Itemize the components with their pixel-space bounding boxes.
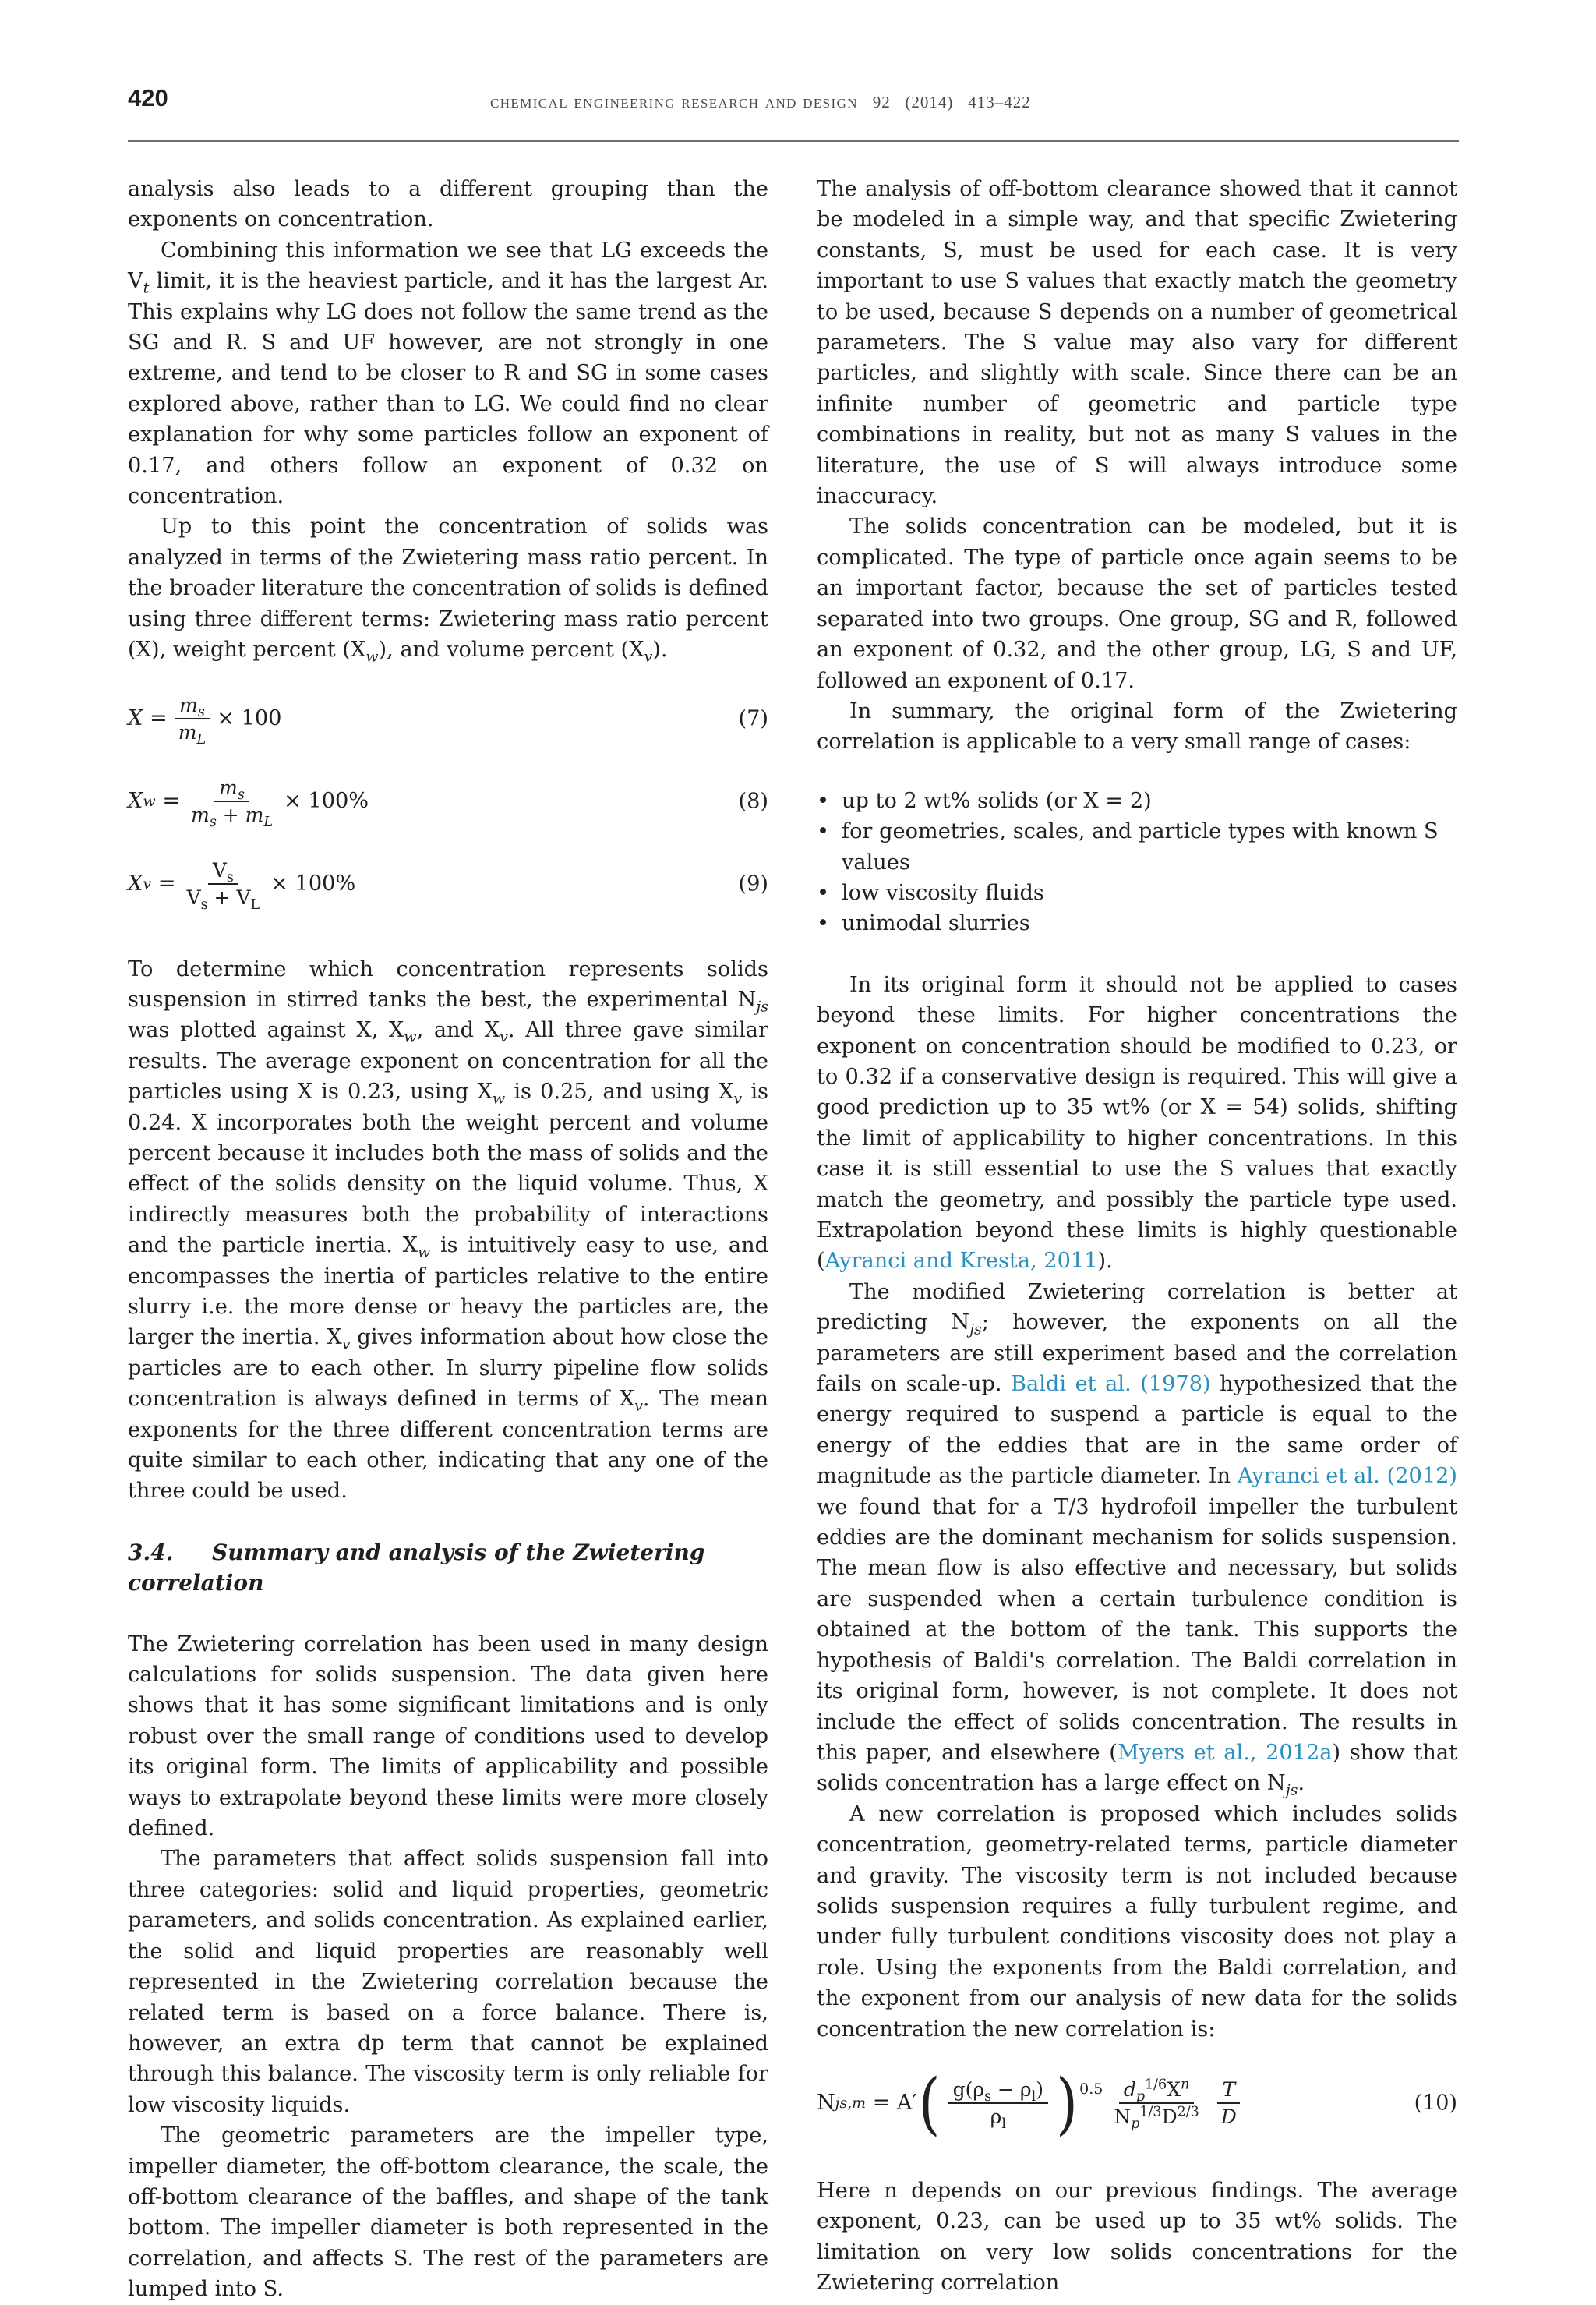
equation-number: (10): [1414, 2091, 1457, 2116]
paragraph: A new correlation is proposed which includes solids concentration, geometry-related terms, particle diameter and gravity. The viscosity term is not included because solids suspension requires a fully turbulent regime, and under fully turbulent conditions viscosity does not play a role. Using the exponents from the Baldi correlation, and the exponent from our analysis of new data for the solids concentration the new correlation is:: [817, 1801, 1457, 2042]
paragraph: The solids concentration can be modeled, but it is complicated. The type of particle once again seems to be an important factor, because the set of particles tested separated into two groups. One group, SG and R, followed an exponent of 0.32, and the other group, LG, S and UF, followed an exponent of 0.17.: [817, 514, 1457, 693]
paragraph: In summary, the original form of the Zwietering correlation is applicable to a very small range of cases:: [817, 698, 1457, 755]
paragraph: The parameters that affect solids suspension fall into three categories: solid and liquid properties, geometric parameters, and solids concentration. As explained earlier, the solid and liquid properties are reasonably well represented in the Zwietering correlation because the related term is based on a force balance. There is, however, an extra dp term that cannot be explained through this balance. The viscosity term is only reliable for low viscosity liquids.: [128, 1847, 768, 2117]
header-rule: [128, 140, 1459, 142]
paragraph: analysis also leads to a different grouping than the exponents on concentration.: [128, 177, 768, 232]
journal-year: (2014): [905, 93, 954, 111]
list-item: • low viscosity fluids: [817, 878, 1457, 908]
list-item: • for geometries, scales, and particle types with known S values: [817, 816, 1457, 878]
paragraph: Combining this information we see that LG exceeds the $V_t$ limit, it is the heaviest particle, and it has the largest Ar. This explains why LG does not follow the same trend as the SG and R. S and UF however, are not strongly in one extreme, and tend to be closer to R and SG in some cases explored above, rather than to LG. We could find no clear explanation for why some particles follow an exponent of 0.17, and others follow an exponent of 0.32 on concentration.: [128, 238, 768, 509]
journal-name: chemical engineering research and design: [490, 92, 858, 112]
journal-pages: 413–422: [968, 93, 1031, 111]
equation-number: (8): [738, 788, 768, 813]
fraction: $\frac{m_s}{m_s + m_L}$: [191, 776, 273, 830]
paragraph: Up to this point the concentration of solids was analyzed in terms of the Zwietering mass ratio percent. In the broader literature the concentration of solids is defined using three different terms: Zwietering mass ratio percent (X), weight percent $(X_w)$, and volume percent $(X_v)$.: [128, 514, 768, 666]
paragraph: The geometric parameters are the impeller type, impeller diameter, the off-bottom clearance, the scale, the off-bottom clearance of the baffles, and shape of the tank bottom. The impeller diameter is both represented in the correlation, and affects S. The rest of the parameters are lumped into S.: [128, 2123, 768, 2302]
fraction: $\frac{d_p^{1/6}X^n}{N_p^{1/3}D^{2/3}}$: [1114, 2077, 1199, 2132]
paragraph: The Zwietering correlation has been used in many design calculations for solids suspension. The data given here shows that it has some significant limitations and is only robust over the small range of conditions used to develop its original form. The limits of applicability and possible ways to extrapolate beyond these limits were more closely defined.: [128, 1632, 768, 1841]
right-column: [817, 174, 1457, 2299]
journal-citation: [490, 92, 1031, 113]
paragraph: To determine which concentration represents solids suspension in stirred tanks the best, the experimental $N_{js}$ was plotted against X, $X_w$, and $X_v$. All three gave similar results. The average exponent on concentration for all the particles using X is 0.23, using $X_w$ is 0.25, and using $X_v$ is 0.24. X incorporates both the weight percent and volume percent because it includes both the mass of solids and the effect of the solids density on the liquid volume. Thus, X indirectly measures both the probability of interactions and the particle inertia. $X_w$ is intuitively easy to use, and encompasses the inertia of particles relative to the entire slurry i.e. the more dense or heavy the particles are, the larger the inertia. $X_v$ gives information about how close the particles are to each other. In slurry pipeline flow solids concentration is always defined in terms of $X_v$. The mean exponents for the three different concentration terms are quite similar to each other, indicating that any one of the three could be used.: [128, 956, 768, 1504]
citation-link[interactable]: Myers et al., 2012a: [1117, 1740, 1333, 1765]
list-item: • up to 2 wt% solids (or X = 2): [817, 786, 1457, 816]
fraction: $\frac{V_s}{V_s + V_L}$: [186, 858, 260, 913]
left-column: [128, 174, 768, 2305]
fraction: $\frac{g(\rho_s - \rho_l)}{\rho_l}$: [948, 2077, 1048, 2129]
paragraph: In its original form it should not be applied to cases beyond these limits. For higher concentrations the exponent on concentration should be modified to 0.23, or to 0.32 if a conservative design is required. This will give a good prediction up to 35 wt% (or X = 54) solids, shifting the limit of applicability to higher concentrations. In this case it is still essential to use the S values that exactly match the geometry, and possibly the particle type used. Extrapolation beyond these limits is highly questionable (Ayranci and Kresta, 2011).: [817, 972, 1457, 1274]
journal-volume: 92: [872, 93, 891, 111]
paragraph: The modified Zwietering correlation is better at predicting $N_{js}$; however, the exponents on all the parameters are still experiment based and the correlation fails on scale-up. Baldi et al. (1978) hypothesized that the energy required to suspend a particle is equal to the energy of the eddies that are in the same order of magnitude as the particle diameter. In Ayranci et al. (2012) we found that for a T/3 hydrofoil impeller the turbulent eddies are the dominant mechanism for solids suspension. The mean flow is also effective and necessary, but solids are suspended when a certain turbulence condition is obtained at the bottom of the tank. This supports the hypothesis of Baldi's correlation. The Baldi correlation in its original form, however, is not complete. It does not include the effect of solids concentration. The results in this paper, and elsewhere (Myers et al., 2012a) show that solids concentration has a large effect on $N_{js}$.: [817, 1279, 1458, 1799]
paragraph: The analysis of off-bottom clearance showed that it cannot be modeled in a simple way, and that specific Zwietering constants, S, must be used for each case. It is very important to use S values that exactly match the geometry to be used, because S depends on a number of geometrical parameters. The S value may also vary for different particles, and slightly with scale. Since there can be an infinite number of geometric and particle type combinations in reality, but not as many S values in the literature, the use of S will always introduce some inaccuracy.: [817, 177, 1457, 509]
equation-8: X w = $\frac{m_s}{m_s + m_L}$ × 100% (8): [128, 776, 768, 830]
list-item: • unimodal slurries: [817, 908, 1457, 939]
citation-link[interactable]: Ayranci and Kresta, 2011: [824, 1249, 1098, 1274]
equation-10: N js,m = A′ ( $\frac{g(\rho_s - \rho_l)}{\rho_l}$ ) $^{0.5}$ $\frac{d_p^{1/6}X^n}{N_p^{1/3}D^{2/3}}$ $\frac{T}{D}$ (10): [817, 2063, 1457, 2143]
paragraph: Here n depends on our previous findings. The average exponent, 0.23, can be used up to 35 wt% solids. The limitation on very low solids concentrations for the Zwietering correlation: [817, 2178, 1457, 2296]
section-heading: [128, 1537, 768, 1599]
section-title: Summary and analysis of the Zwietering correlation: [128, 1539, 705, 1596]
equation-number: (7): [738, 705, 768, 730]
fraction: $\frac{T}{D}$: [1216, 2077, 1241, 2129]
citation-link[interactable]: Ayranci et al. (2012): [1237, 1464, 1458, 1489]
section-number: 3.4.: [128, 1539, 174, 1565]
bullet-list: [817, 786, 1457, 939]
equation-7: X = $\frac{m_s}{m_L}$ × 100 (7): [128, 693, 768, 748]
page-number: 420: [128, 84, 168, 111]
citation-link[interactable]: Baldi et al. (1978): [1011, 1372, 1211, 1397]
equation-number: (9): [738, 871, 768, 896]
fraction: $\frac{m_s}{m_L}$: [174, 693, 210, 744]
running-header: [128, 84, 1459, 118]
equation-9: X v = $\frac{V_s}{V_s + V_L}$ × 100% (9): [128, 858, 768, 913]
